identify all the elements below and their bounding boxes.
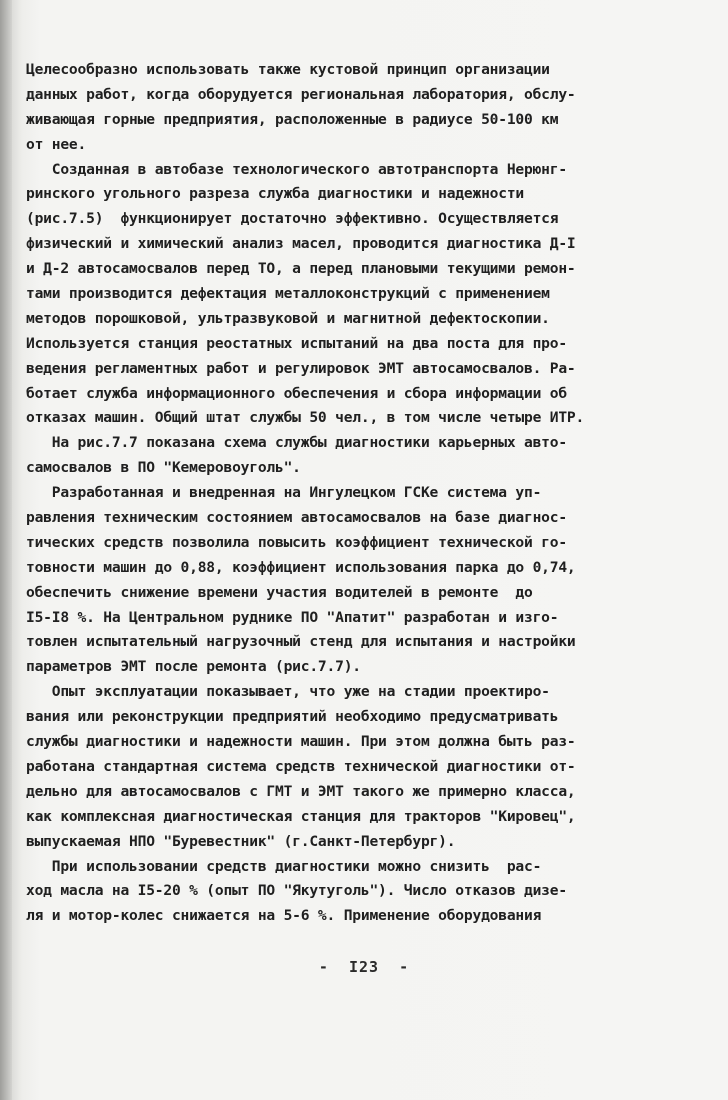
- text-line: живающая горные предприятия, расположенные в радиусе 50-100 км: [26, 110, 559, 128]
- text-line: самосвалов в ПО "Кемеровоуголь".: [26, 459, 301, 477]
- text-line: вания или реконструкции предприятий необходимо предусматривать: [26, 708, 559, 726]
- text-line: тами производится дефектация металлоконструкций с применением: [26, 285, 550, 303]
- text-line: данных работ, когда оборудуется региональная лаборатория, обслу-: [26, 85, 576, 103]
- text-line: отказах машин. Общий штат службы 50 чел., в том числе четыре ИТР.: [26, 409, 585, 427]
- text-line: ведения регламентных работ и регулировок ЭМТ автосамосвалов. Ра-: [26, 359, 576, 377]
- text-line: выпускаемая НПО "Буревестник" (г.Санкт-Петербург).: [26, 832, 456, 850]
- text-line: физический и химический анализ масел, проводится диагностика Д-I: [26, 235, 576, 253]
- text-line: Опыт эксплуатации показывает, что уже на стадии проектиро-: [26, 683, 550, 701]
- text-line: службы диагностики и надежности машин. При этом должна быть раз-: [26, 733, 576, 751]
- text-line: ход масла на I5-20 % (опыт ПО "Якутуголь"). Число отказов дизе-: [26, 882, 567, 900]
- text-line: Целесообразно использовать также кустовой принцип организации: [26, 61, 550, 78]
- text-line: На рис.7.7 показана схема службы диагностики карьерных авто-: [26, 434, 567, 452]
- text-line: от нее.: [26, 135, 87, 153]
- page-number: - I23 -: [318, 958, 410, 976]
- text-line: дельно для автосамосвалов с ГМТ и ЭМТ такого же примерно класса,: [26, 782, 576, 800]
- text-line: методов порошковой, ультразвуковой и магнитной дефектоскопии.: [26, 309, 550, 327]
- text-line: ботает служба информационного обеспечения и сбора информации об: [26, 384, 567, 402]
- text-line: Разработанная и внедренная на Ингулецком ГСКе система уп-: [26, 484, 542, 502]
- text-line: и Д-2 автосамосвалов перед ТО, а перед плановыми текущими ремон-: [26, 260, 576, 278]
- text-line: обеспечить снижение времени участия водителей в ремонте до: [26, 583, 533, 601]
- text-line: товлен испытательный нагрузочный стенд для испытания и настройки: [26, 633, 576, 651]
- text-line: Созданная в автобазе технологического автотранспорта Нерюнг-: [26, 160, 567, 178]
- binding-shadow: [0, 0, 12, 1100]
- text-line: При использовании средств диагностики можно снизить рас-: [26, 857, 542, 875]
- text-line: товности машин до 0,88, коэффициент использования парка до 0,74,: [26, 558, 576, 576]
- text-line: ринского угольного разреза служба диагностики и надежности: [26, 185, 524, 203]
- text-line: работана стандартная система средств технической диагностики от-: [26, 757, 576, 775]
- text-line: (рис.7.5) функционирует достаточно эффективно. Осуществляется: [26, 210, 559, 228]
- text-line: ля и мотор-колес снижается на 5-6 %. Применение оборудования: [26, 907, 542, 925]
- body-text: [26, 58, 676, 929]
- text-line: I5-I8 %. На Центральном руднике ПО "Апатит" разработан и изго-: [26, 608, 559, 626]
- text-line: Используется станция реостатных испытаний на два поста для про-: [26, 334, 567, 352]
- text-line: тических средств позволила повысить коэффициент технической го-: [26, 533, 567, 551]
- text-line: равления техническим состоянием автосамосвалов на базе диагнос-: [26, 509, 567, 527]
- text-line: как комплексная диагностическая станция для тракторов "Кировец",: [26, 807, 576, 825]
- text-line: параметров ЭМТ после ремонта (рис.7.7).: [26, 658, 361, 676]
